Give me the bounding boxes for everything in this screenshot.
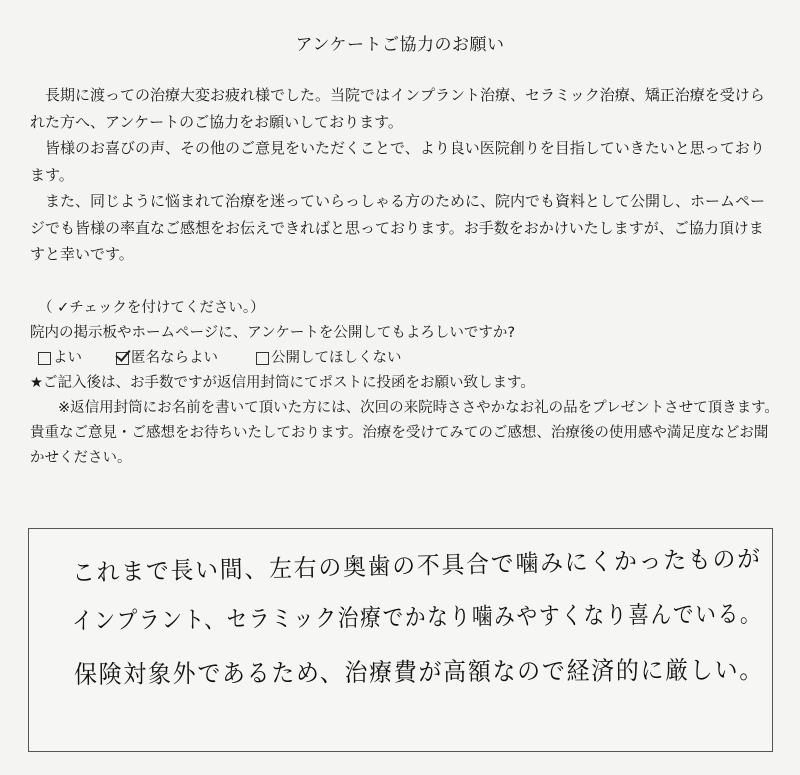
handwritten-comment-line: インプラント、セラミック治療でかなり噛みやすくなり喜んでいる。: [71, 599, 763, 635]
option-not-public[interactable]: [256, 346, 402, 371]
intro-paragraph: また、同じように悩まれて治療を迷っていらっしゃる方のために、院内でも資料として公開し、ホームページでも皆様の率直なご感想をお伝えできればと思っております。お手数をおかけいたしますが、ご協力頂けますと幸いです。: [30, 192, 766, 263]
mail-note: ★ご記入後は、お手数ですが返信用封筒にてポストに投函をお願い致します。: [30, 375, 535, 391]
option-ok[interactable]: [38, 346, 82, 371]
feedback-request: 貴重なご意見・ご感想をお待ちいたしております。治療を受けてみてのご感想、治療後の使用感や満足度などお聞かせください。: [30, 425, 769, 466]
option-label: 匿名ならよい: [131, 350, 218, 366]
consent-section: [30, 296, 780, 471]
intro-paragraph: 長期に渡っての治療大変お疲れ様でした。当院ではインプラント治療、セラミック治療、矯正治療を受けられた方へ、アンケートのご協力をお願いしております。: [30, 86, 765, 131]
checkbox-anonymous[interactable]: [116, 352, 129, 365]
option-label: よい: [53, 350, 82, 366]
gift-note: ※返信用封筒にお名前を書いて頂いた方には、次回の来院時ささやかなお礼の品をプレゼントさせて頂きます。: [58, 400, 779, 416]
option-label: 公開してほしくない: [271, 350, 402, 366]
checkbox-ok[interactable]: [38, 352, 51, 365]
consent-question: 院内の掲示板やホームページに、アンケートを公開してもよろしいですか?: [30, 325, 516, 341]
handwritten-comment-line: これまで長い間、左右の奥歯の不具合で噛みにくかったものが: [71, 544, 763, 587]
checkbox-not-public[interactable]: [256, 352, 269, 365]
check-instruction: （ ✓チェックを付けてください。）: [38, 300, 265, 316]
handwritten-comment-line: 保険対象外であるため、治療費が高額なので経済的に厳しい。: [73, 655, 765, 689]
consent-options: [30, 346, 780, 371]
intro-text: [30, 82, 775, 268]
intro-paragraph: 皆様のお喜びの声、その他のご意見をいただくことで、より良い医院創りを目指していきたいと思っております。: [30, 139, 765, 184]
page-title: アンケートご協力のお願い: [295, 35, 505, 55]
option-anonymous[interactable]: [116, 346, 218, 371]
